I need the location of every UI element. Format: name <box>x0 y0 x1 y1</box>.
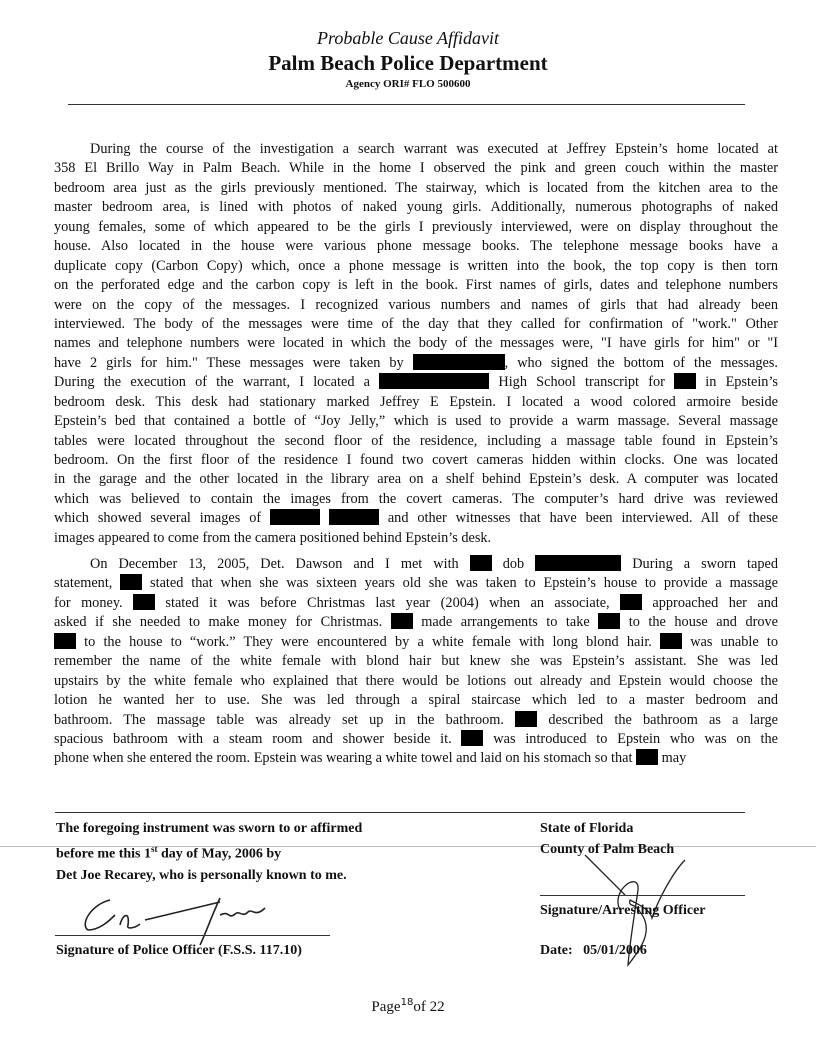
text-line <box>54 672 778 691</box>
text-segment: have 2 girls for him." These messages were taken by <box>54 354 413 371</box>
text-line <box>54 529 778 548</box>
text-segment: to the house and drove <box>620 614 778 631</box>
text-line <box>54 198 778 217</box>
text-line <box>54 555 778 574</box>
redaction-box <box>391 613 413 629</box>
redaction-box <box>535 555 621 571</box>
text-line <box>54 470 778 489</box>
text-segment <box>320 510 329 526</box>
text-segment: to the house to “work.” They were encountered by a white female with long blond hair. <box>76 633 661 650</box>
text-segment: which showed several images of <box>54 510 271 527</box>
text-line <box>54 633 778 652</box>
redaction-box <box>413 354 505 370</box>
date-field <box>540 940 647 961</box>
text-segment: During the course of the investigation a search warrant was executed at Jeffrey Epstein’s home located at <box>90 141 778 157</box>
date-label: Date: <box>540 943 573 958</box>
text-line <box>54 749 778 768</box>
arresting-signature-label: Signature/Arresting Officer <box>540 903 706 918</box>
redaction-box <box>379 373 489 389</box>
text-segment: images appeared to come from the camera positioned behind Epstein’s desk. <box>54 529 492 546</box>
text-line <box>54 594 778 613</box>
sworn-line-2-sup: st <box>151 844 158 854</box>
sworn-line-1: The foregoing instrument was sworn to or affirmed <box>56 821 363 836</box>
text-line <box>54 354 778 373</box>
text-segment: on the perforated edge and the carbon copy is left in the book. First names of girls, dates and telephone numbers <box>54 277 778 294</box>
text-line <box>54 451 778 470</box>
text-segment: were on the copy of the messages. I recognized various numbers and names of girls that had already been <box>54 296 778 313</box>
text-segment: stated it was before Christmas last year (2004) when an associate, <box>155 594 621 611</box>
agency-ori: Agency ORI# FLO 500600 <box>345 78 471 90</box>
page-number <box>0 997 816 1016</box>
county-label: County of Palm Beach <box>540 842 675 857</box>
sworn-statement <box>56 818 362 886</box>
text-line <box>54 412 778 431</box>
header-divider <box>68 104 745 105</box>
police-signature-label: Signature of Police Officer (F.S.S. 117.10) <box>56 943 302 958</box>
police-signature-line <box>55 935 330 936</box>
text-segment: which was believed to contain the images from the covert cameras. The computer’s hard drive was reviewed <box>54 490 778 507</box>
text-segment: may <box>658 750 687 767</box>
text-line <box>54 393 778 412</box>
text-line <box>54 509 778 528</box>
text-segment: duplicate copy (Carbon Copy) which, once a phone message is written into the book, the top copy is then torn <box>54 257 778 274</box>
redaction-box <box>598 613 620 629</box>
sworn-line-2-pre: before me this 1 <box>56 846 151 862</box>
text-line <box>54 711 778 730</box>
state-label: State of Florida <box>540 821 634 836</box>
arresting-signature-line <box>540 895 745 896</box>
text-segment: and other witnesses that have been interviewed. All of these <box>378 510 778 527</box>
redaction-box <box>660 633 682 649</box>
text-segment: remember the name of the white female with blond hair but knew she was Epstein’s assistant. She was led <box>54 653 778 670</box>
text-segment: bedroom desk. This desk had stationary marked Jeffrey E Epstein. I located a wood colored armoire beside <box>54 393 778 410</box>
text-segment: spacious bathroom with a steam room and shower beside it. <box>54 730 462 747</box>
text-line <box>54 691 778 710</box>
text-segment: described the bathroom as a large <box>537 711 778 728</box>
page-label: Page <box>371 999 401 1015</box>
text-line <box>54 179 778 198</box>
text-line <box>54 652 778 671</box>
text-segment: During a sworn taped <box>621 556 778 572</box>
text-segment: , who signed the bottom of the messages. <box>504 354 778 371</box>
text-segment: master bedroom area, is lined with photos of naked young girls. Additionally, numerous photographs of naked <box>54 199 778 216</box>
redaction-box <box>54 633 76 649</box>
text-segment: On December 13, 2005, Det. Dawson and I met with <box>90 556 470 572</box>
text-line <box>54 613 778 632</box>
text-segment: High School transcript for <box>489 374 675 391</box>
text-segment: bathroom. The massage table was already set up in the bathroom. <box>54 711 516 728</box>
text-segment: lotion he wanted her to use. She was led through a spiral staircase which led to a master bedroom and <box>54 692 778 709</box>
redaction-box <box>470 555 492 571</box>
text-segment: stated that when she was sixteen years old she was taken to Epstein’s house to provide a massage <box>142 575 778 592</box>
text-segment: names and telephone numbers were located in which the body of the messages were, "I have girls for him" or "I <box>54 335 778 352</box>
text-segment: bedroom. On the first floor of the residence I found two covert cameras hidden within clocks. One was located <box>54 452 778 468</box>
text-segment: approached her and <box>642 594 778 611</box>
page-total: of 22 <box>413 999 445 1015</box>
paragraph-search-warrant <box>54 140 778 548</box>
text-line <box>54 490 778 509</box>
text-line <box>54 218 778 237</box>
text-line <box>54 730 778 749</box>
sworn-line-2 <box>56 839 362 865</box>
redaction-box <box>329 509 379 525</box>
redaction-box <box>133 594 155 610</box>
text-segment: upstairs by the white female who explained that there would be lotions out already and Epstein would choose the <box>54 672 778 689</box>
text-segment: in the garage and the other located in the library area on a shelf behind Epstein’s desk. A computer was located <box>54 471 778 488</box>
text-segment: statement, <box>54 575 121 592</box>
redaction-box <box>120 574 142 590</box>
text-line <box>54 276 778 295</box>
text-segment: Epstein’s bed that contained a bottle of “Joy Jelly,” which is used to provide a warm massage. Several massage <box>54 413 778 430</box>
text-line <box>54 257 778 276</box>
text-segment: tables were located throughout the second floor of the residence, including a massage table found in Epstein’s <box>54 432 778 449</box>
footer-divider <box>55 812 745 813</box>
text-segment: house. Also located in the house were various phone message books. The telephone message books have a <box>54 238 778 255</box>
text-segment: for money. <box>54 594 134 611</box>
page-current: 18 <box>400 997 414 1008</box>
text-segment: bedroom area just as the girls previously mentioned. The stairway, which is located from the kitchen area to the <box>54 179 778 196</box>
text-segment: young females, some of which appeared to be the girls I previously interviewed, were on display throughout the <box>54 218 778 235</box>
text-segment: phone when she entered the room. Epstein was wearing a white towel and laid on his stomach so that <box>54 750 637 767</box>
redaction-box <box>674 373 696 389</box>
sworn-line-3: Det Joe Recarey, who is personally known to me. <box>56 867 347 883</box>
text-line <box>54 315 778 334</box>
sworn-line-2-post: day of May, 2006 by <box>157 846 282 862</box>
text-line <box>54 237 778 256</box>
text-segment: was unable to <box>682 633 778 650</box>
text-segment: dob <box>491 556 536 572</box>
redaction-box <box>461 730 483 746</box>
redaction-box <box>515 711 537 727</box>
text-line <box>54 159 778 178</box>
text-segment: asked if she needed to make money for Christmas. <box>54 614 391 631</box>
department-name: Palm Beach Police Department <box>268 51 548 75</box>
text-line <box>54 296 778 315</box>
text-line <box>54 334 778 353</box>
text-segment: made arrangements to take <box>412 614 599 631</box>
redaction-box <box>270 509 320 525</box>
text-segment: During the execution of the warrant, I located a <box>54 374 380 391</box>
text-segment: in Epstein’s <box>696 374 778 391</box>
redaction-box <box>636 749 658 765</box>
redaction-box <box>620 594 642 610</box>
text-segment: interviewed. The body of the messages were time of the day that they called for confirmation of "work." Other <box>54 315 778 332</box>
document-title: Probable Cause Affidavit <box>317 28 499 48</box>
paragraph-interview <box>54 555 778 769</box>
text-line <box>54 432 778 451</box>
text-line <box>54 373 778 392</box>
text-line <box>54 140 778 159</box>
date-value: 05/01/2006 <box>583 943 647 958</box>
text-segment: was introduced to Epstein who was on the <box>483 730 778 747</box>
text-line <box>54 574 778 593</box>
text-segment: 358 El Brillo Way in Palm Beach. While in the home I observed the pink and green couch within the master <box>54 160 778 177</box>
